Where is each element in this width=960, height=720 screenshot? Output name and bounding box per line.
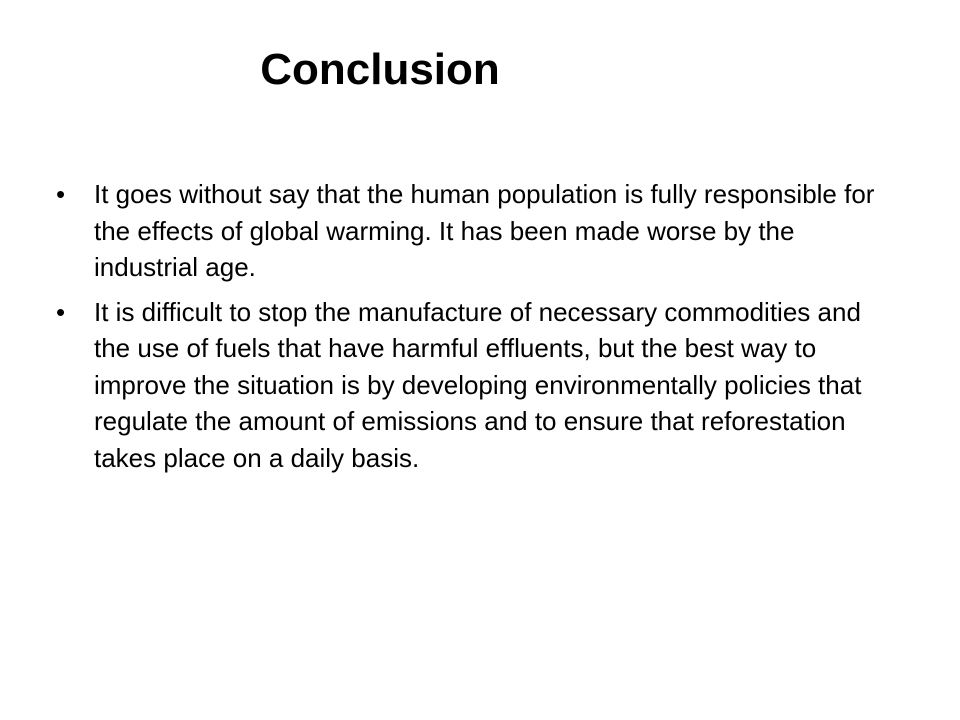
slide-title: Conclusion: [260, 45, 500, 94]
bullet-list: [56, 176, 896, 484]
bullet-item: [56, 294, 896, 477]
bullet-icon: •: [56, 179, 66, 209]
bullet-text: It goes without say that the human population is fully responsible for the effects of global warming. It has been made worse by the industrial age.: [94, 179, 875, 282]
bullet-icon: •: [56, 296, 66, 327]
bullet-text: It is difficult to stop the manufacture of necessary commodities and the use of fuels that have harmful effluents, but the best way to improve the situation is by developing environmentally policies that regulate the amount of emissions and to ensure that reforestation takes place on a daily basis.: [94, 296, 862, 473]
bullet-item: [56, 176, 896, 286]
